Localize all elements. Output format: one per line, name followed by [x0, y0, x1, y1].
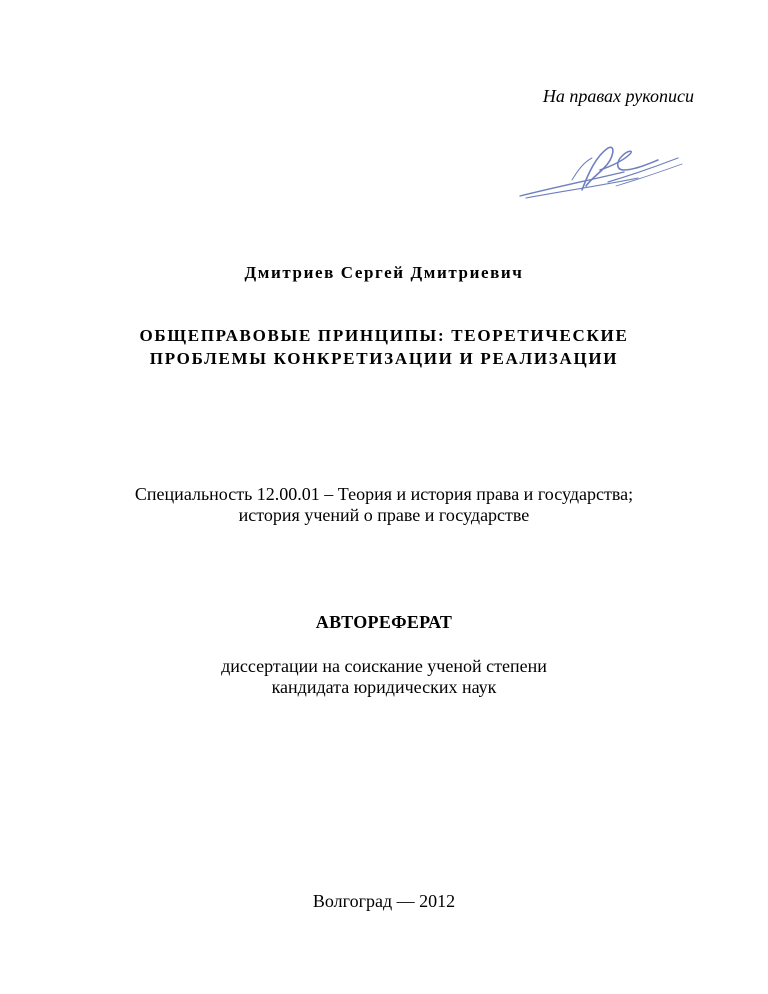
degree-line: кандидата юридических наук	[271, 677, 497, 697]
title-line: ПРОБЛЕМЫ КОНКРЕТИЗАЦИИ И РЕАЛИЗАЦИИ	[149, 349, 619, 368]
specialty-line: история учений о праве и государстве	[238, 505, 530, 525]
specialty-line: Специальность 12.00.01 – Теория и история права и государства;	[134, 484, 634, 504]
degree-line: диссертации на соискание ученой степени	[221, 656, 547, 676]
document-type-heading: АВТОРЕФЕРАТ	[315, 612, 453, 632]
signature-icon	[512, 140, 688, 210]
city-year: Волгоград — 2012	[312, 891, 456, 911]
manuscript-note: На правах рукописи	[542, 86, 694, 106]
author-name: Дмитриев Сергей Дмитриевич	[244, 263, 524, 282]
title-line: ОБЩЕПРАВОВЫЕ ПРИНЦИПЫ: ТЕОРЕТИЧЕСКИЕ	[139, 326, 629, 345]
